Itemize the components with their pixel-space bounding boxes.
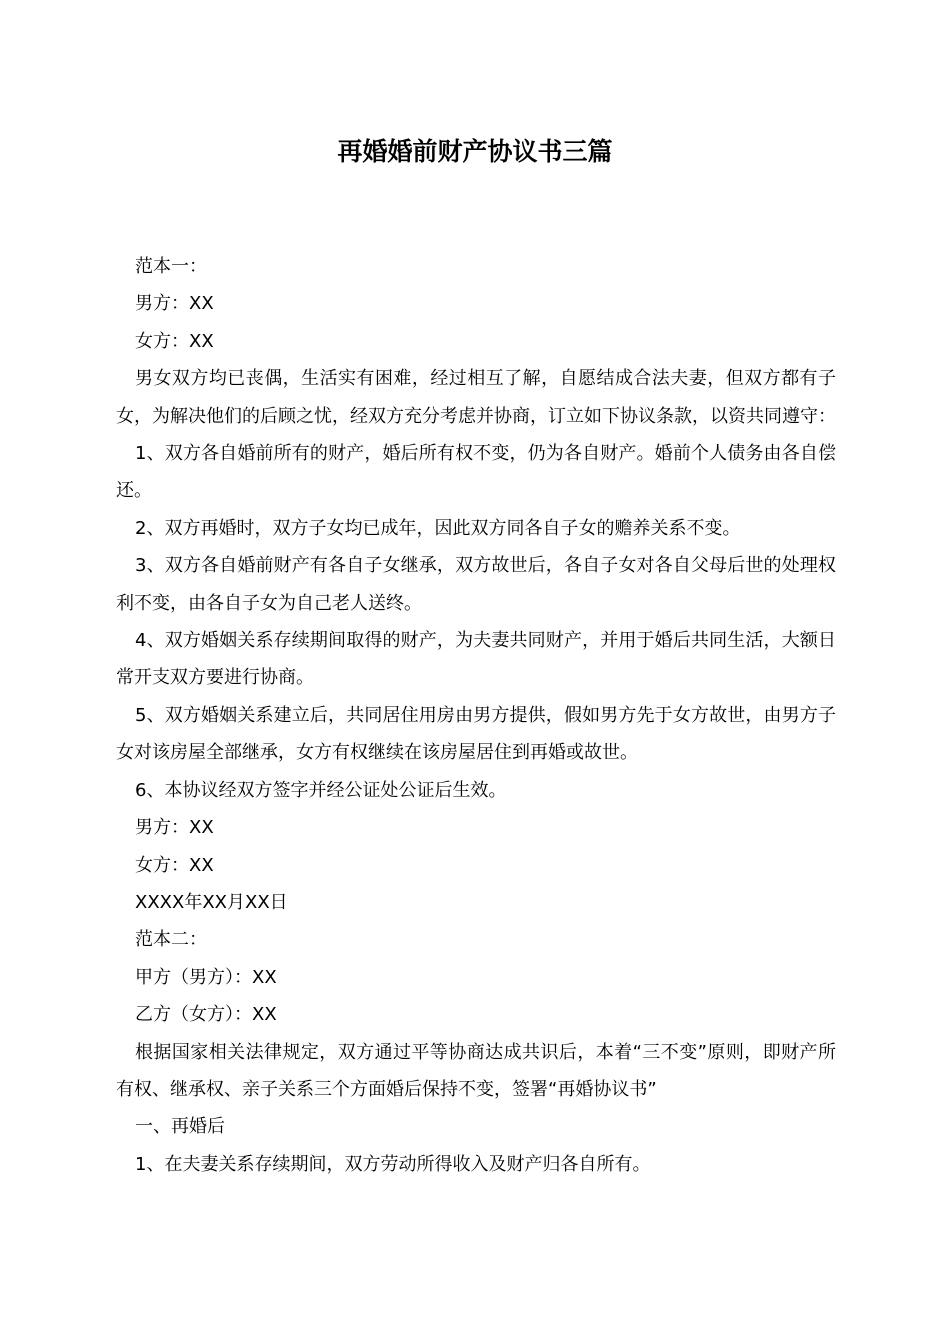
paragraph-clause-1: 1、双方各自婚前所有的财产，婚后所有权不变，仍为各自财产。婚前个人债务由各自偿还。 [116, 443, 836, 502]
paragraph-signature-female: 女方：XX [135, 854, 214, 876]
paragraph-preamble-2: 根据国家相关法律规定，双方通过平等协商达成共识后，本着“三不变”原则，即财产所有权、继承权、亲子关系三个方面婚后保持不变，签署“再婚协议书” [116, 1041, 836, 1100]
paragraph-female-party: 女方：XX [135, 330, 214, 352]
paragraph-party-a: 甲方（男方）：XX [135, 966, 277, 988]
paragraph-clause-2: 2、双方再婚时，双方子女均已成年，因此双方同各自子女的赡养关系不变。 [135, 517, 741, 539]
paragraph-template-2-label: 范本二： [135, 929, 207, 951]
paragraph-section-1-heading: 一、再婚后 [135, 1116, 225, 1138]
document-title: 再婚婚前财产协议书三篇 [337, 137, 613, 166]
paragraph-signature-male: 男方：XX [135, 817, 214, 839]
paragraph-clause-5: 5、双方婚姻关系建立后，共同居住用房由男方提供，假如男方先于女方故世，由男方子女对该房屋全部继承，女方有权继续在该房屋居住到再婚或故世。 [116, 704, 836, 764]
paragraph-clause-6: 6、本协议经双方签字并经公证处公证后生效。 [135, 779, 507, 801]
paragraph-male-party: 男方：XX [135, 293, 214, 315]
paragraph-clause-4: 4、双方婚姻关系存续期间取得的财产，为夫妻共同财产，并用于婚后共同生活，大额日常开支双方要进行协商。 [116, 630, 836, 689]
paragraph-template-label: 范本一： [135, 256, 207, 277]
paragraph-section-1-clause-1: 1、在夫妻关系存续期间，双方劳动所得收入及财产归各自所有。 [135, 1153, 651, 1175]
paragraph-preamble: 男女双方均已丧偶，生活实有困难，经过相互了解，自愿结成合法夫妻，但双方都有子女，为解决他们的后顾之忧，经双方充分考虑并协商，订立如下协议条款，以资共同遵守： [116, 368, 836, 427]
paragraph-party-b: 乙方（女方）：XX [135, 1004, 277, 1026]
document-body [116, 248, 836, 1183]
paragraph-date: XXXX年XX月XX日 [135, 891, 288, 913]
paragraph-clause-3: 3、双方各自婚前财产有各自子女继承，双方故世后，各自子女对各自父母后世的处理权利不变，由各自子女为自己老人送终。 [116, 555, 836, 614]
